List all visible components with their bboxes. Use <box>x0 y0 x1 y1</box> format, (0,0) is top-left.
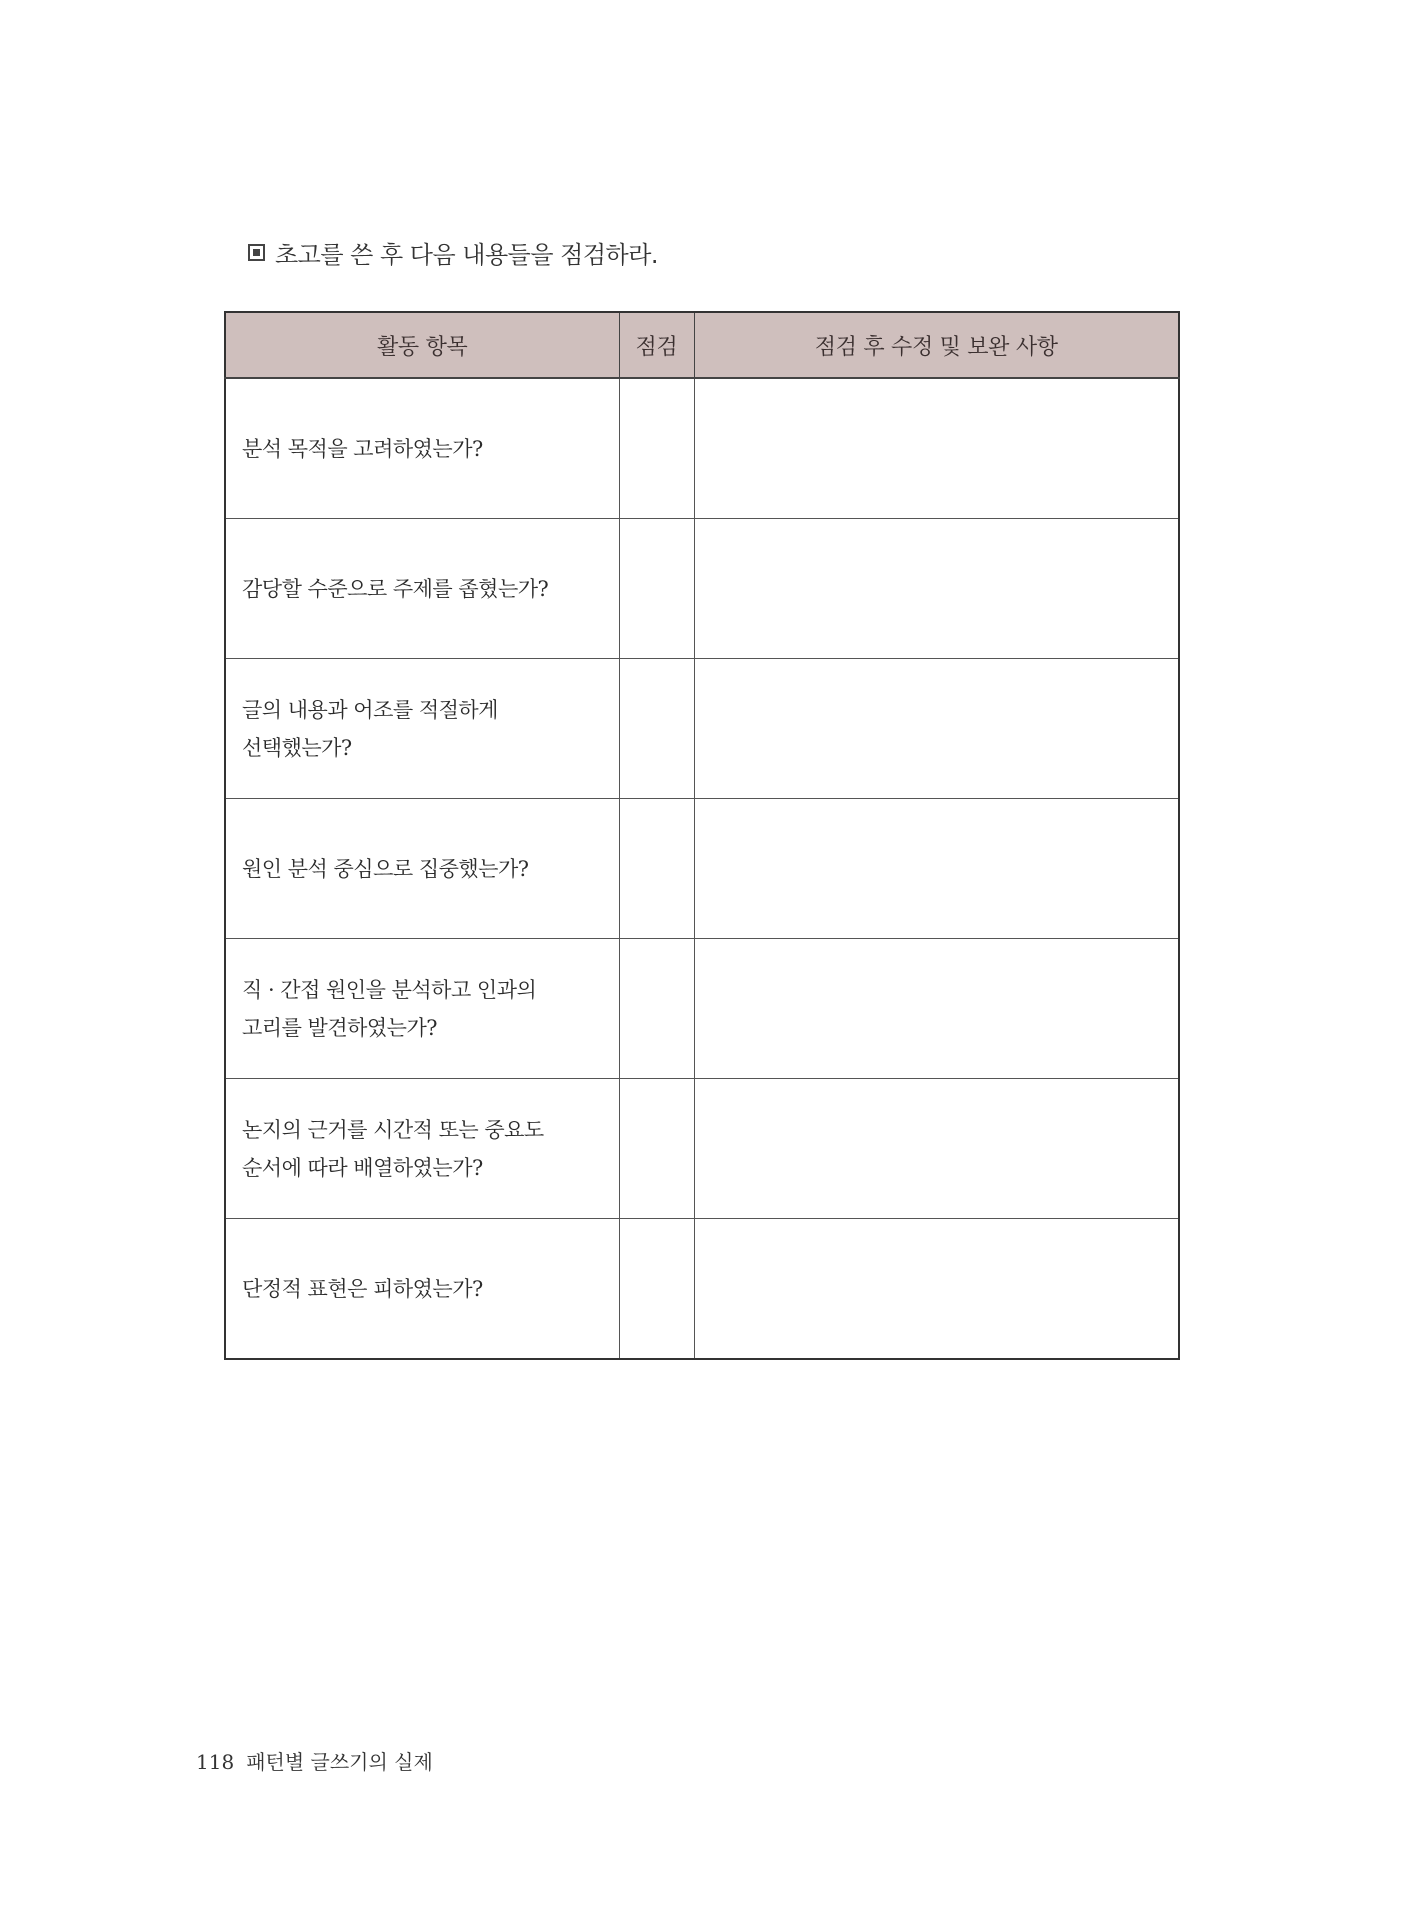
header-notes: 점검 후 수정 및 보완 사항 <box>694 312 1179 378</box>
notes-cell[interactable] <box>694 519 1179 659</box>
notes-cell[interactable] <box>694 378 1179 519</box>
table-row <box>225 519 1179 659</box>
page-footer <box>196 1746 433 1775</box>
check-cell[interactable] <box>619 378 694 519</box>
page-number: 118 <box>196 1750 235 1774</box>
activity-item: 단정적 표현은 피하였는가? <box>225 1219 619 1360</box>
activity-item: 글의 내용과 어조를 적절하게 선택했는가? <box>225 659 619 799</box>
table-row <box>225 378 1179 519</box>
notes-cell[interactable] <box>694 1079 1179 1219</box>
notes-cell[interactable] <box>694 1219 1179 1360</box>
activity-item: 논지의 근거를 시간적 또는 중요도 순서에 따라 배열하였는가? <box>225 1079 619 1219</box>
table-row <box>225 939 1179 1079</box>
notes-cell[interactable] <box>694 939 1179 1079</box>
activity-item: 원인 분석 중심으로 집중했는가? <box>225 799 619 939</box>
activity-item: 분석 목적을 고려하였는가? <box>225 378 619 519</box>
checklist-table <box>224 311 1180 1360</box>
instruction-line <box>248 232 658 272</box>
activity-item: 감당할 수준으로 주제를 좁혔는가? <box>225 519 619 659</box>
check-cell[interactable] <box>619 939 694 1079</box>
notes-cell[interactable] <box>694 799 1179 939</box>
check-cell[interactable] <box>619 1219 694 1360</box>
table-row <box>225 659 1179 799</box>
table-row <box>225 799 1179 939</box>
notes-cell[interactable] <box>694 659 1179 799</box>
check-cell[interactable] <box>619 799 694 939</box>
square-bullet-icon <box>248 244 265 261</box>
header-check: 점검 <box>619 312 694 378</box>
table-row <box>225 1079 1179 1219</box>
instruction-text: 초고를 쓴 후 다음 내용들을 점검하라. <box>275 240 659 269</box>
check-cell[interactable] <box>619 1079 694 1219</box>
table-row <box>225 1219 1179 1360</box>
header-activity: 활동 항목 <box>225 312 619 378</box>
check-cell[interactable] <box>619 519 694 659</box>
book-title: 패턴별 글쓰기의 실제 <box>246 1750 433 1774</box>
header-row <box>225 312 1179 378</box>
activity-item: 직 · 간접 원인을 분석하고 인과의 고리를 발견하였는가? <box>225 939 619 1079</box>
check-cell[interactable] <box>619 659 694 799</box>
